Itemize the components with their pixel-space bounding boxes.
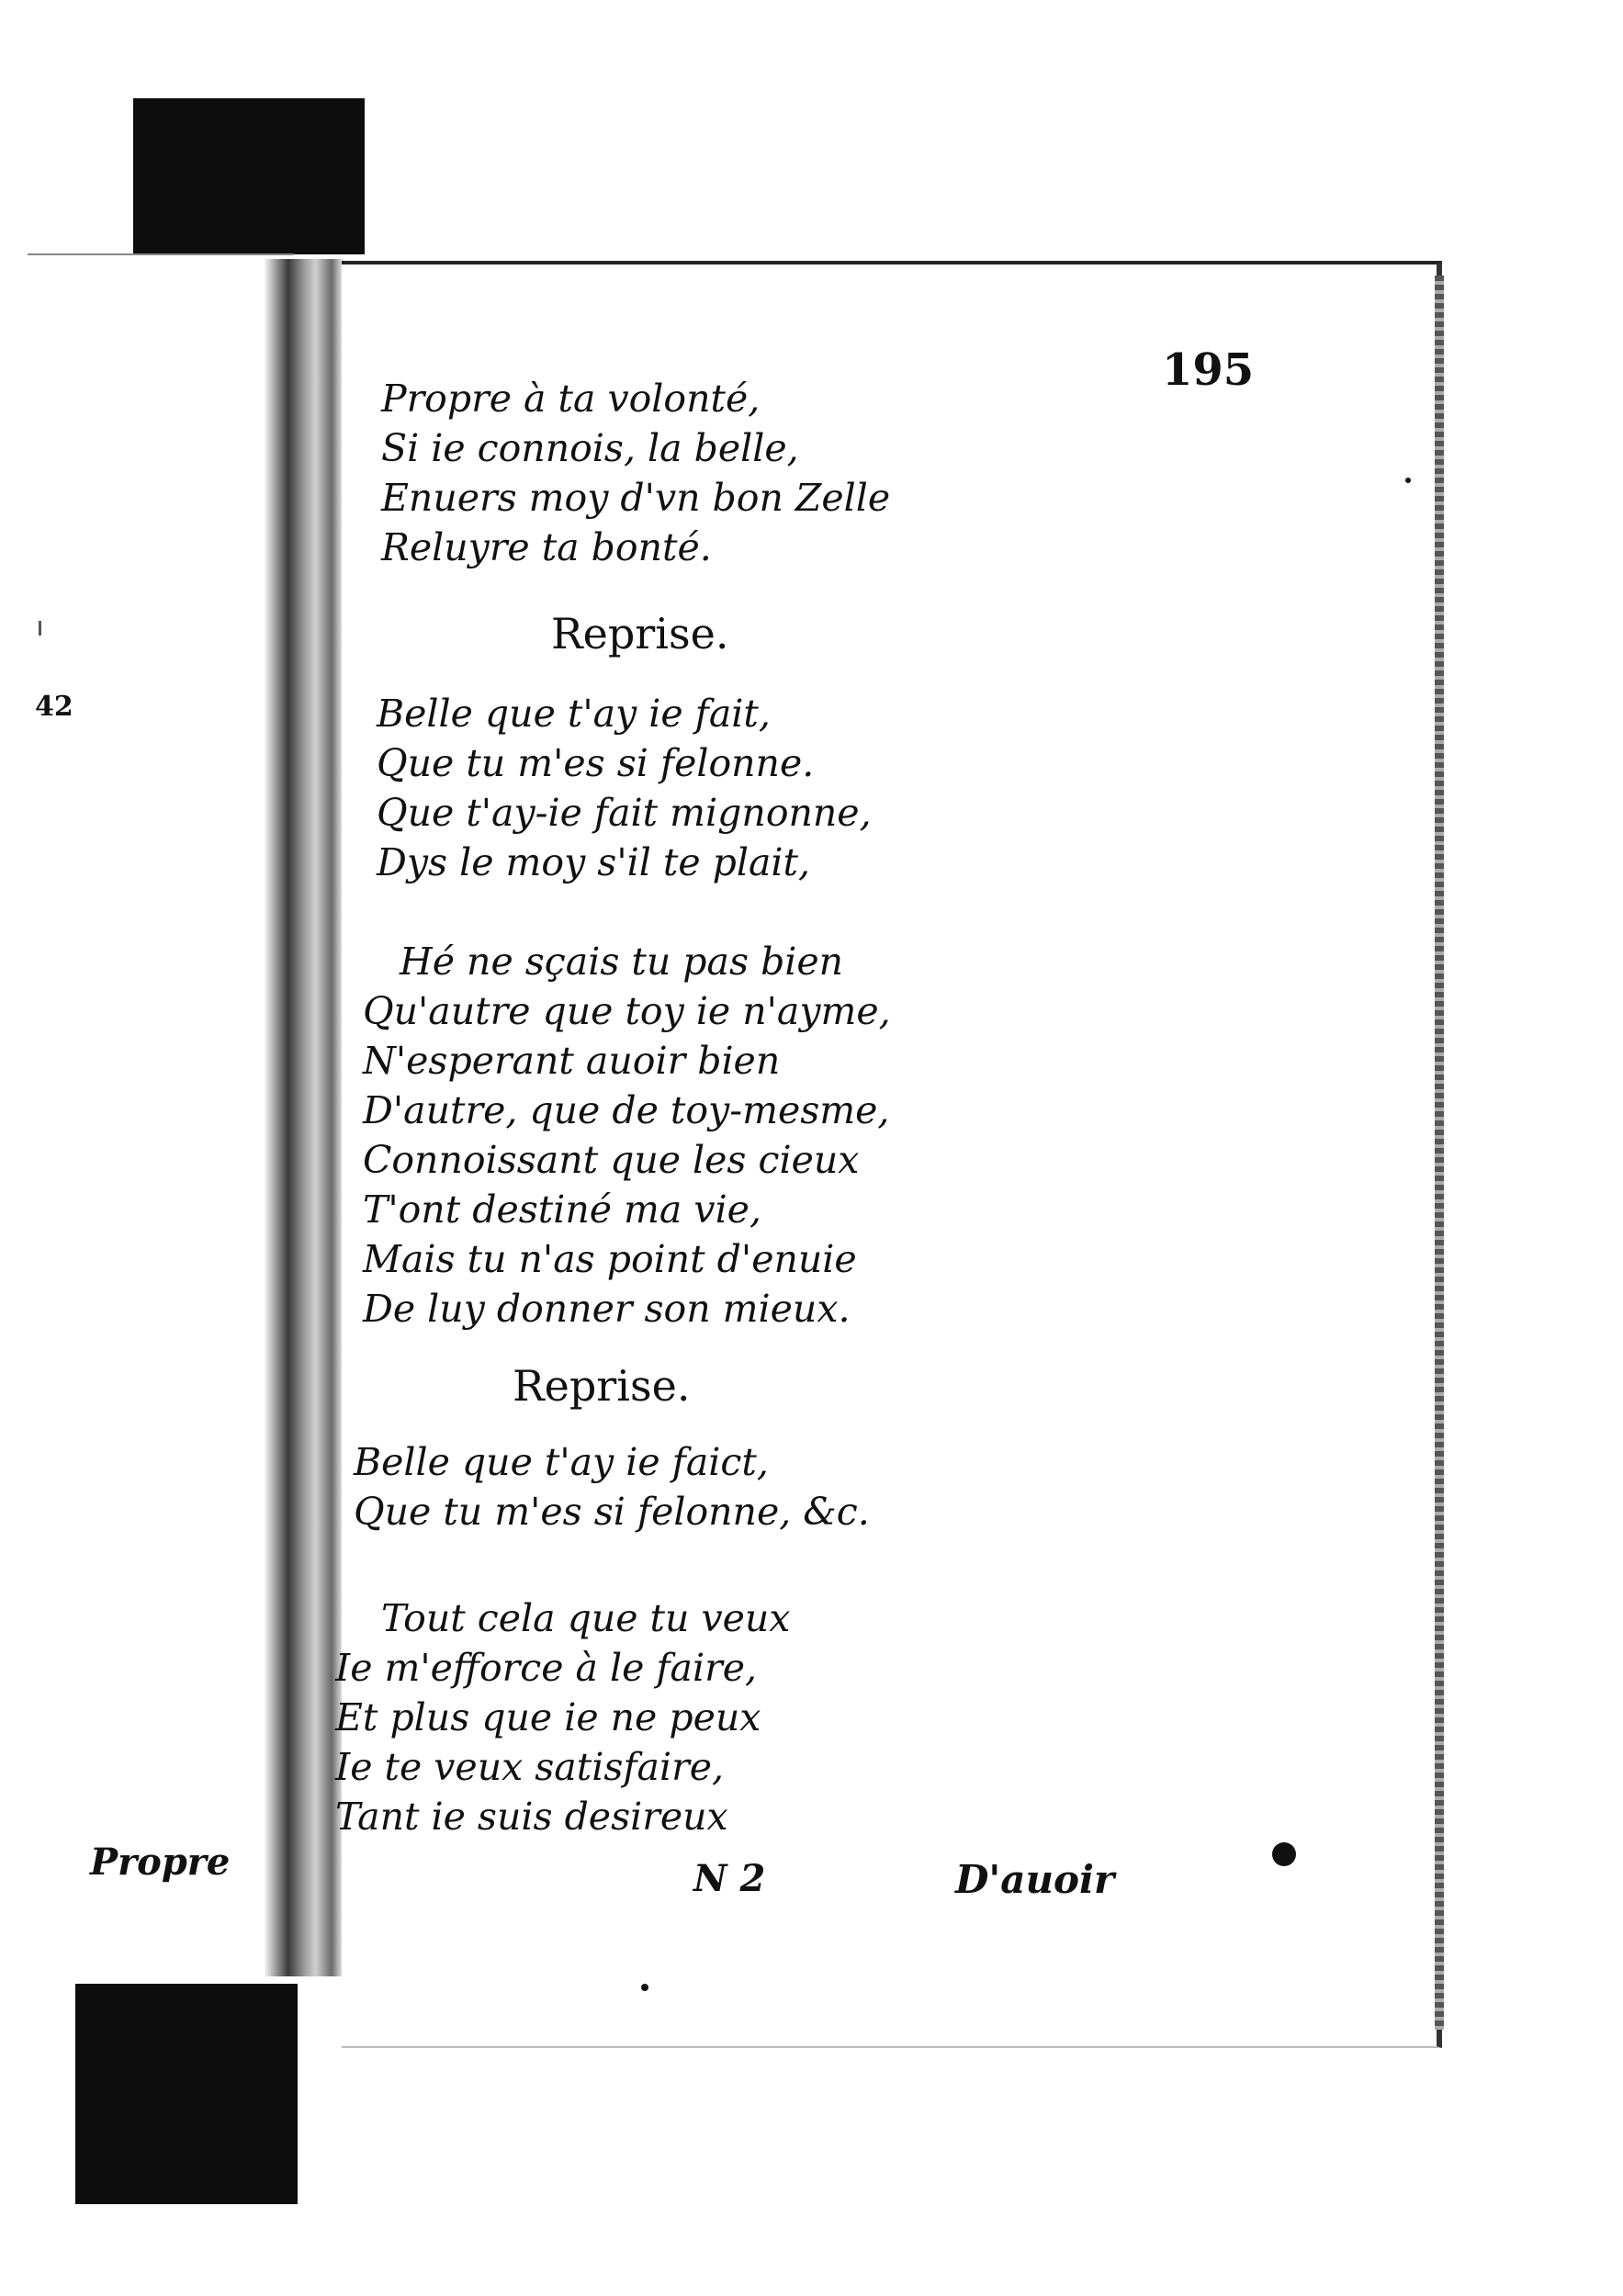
- verse-line: Si ie connois, la belle,: [381, 426, 799, 470]
- verse-line: Que tu m'es si felonne.: [377, 741, 815, 785]
- verse-line: Tant ie suis desireux: [335, 1795, 728, 1839]
- ink-blot: [1272, 1842, 1296, 1866]
- verse-line: Reluyre ta bonté.: [381, 525, 712, 569]
- verse-line: Belle que t'ay ie fait,: [377, 692, 771, 736]
- verse-line: Ie m'efforce à le faire,: [335, 1646, 758, 1690]
- verse-line: T'ont destiné ma vie,: [363, 1187, 761, 1232]
- verse-line: N'esperant auoir bien: [363, 1039, 781, 1083]
- ink-speck: [641, 1984, 648, 1991]
- verse-line: Tout cela que tu veux: [381, 1596, 791, 1640]
- page-number: 195: [1162, 344, 1255, 396]
- verse-line: De luy donner son mieux.: [363, 1287, 851, 1331]
- book-gutter: [265, 259, 344, 1976]
- reprise-heading: Reprise.: [551, 609, 729, 658]
- verse-line: Que tu m'es si felonne, &c.: [354, 1490, 870, 1534]
- verse-line: Qu'autre que toy ie n'ayme,: [363, 989, 891, 1033]
- facing-page-tick: [39, 621, 41, 636]
- verse-line: D'autre, que de toy-mesme,: [363, 1088, 890, 1132]
- stanza-5: [335, 1593, 790, 1841]
- facing-page: [28, 253, 294, 1982]
- ink-speck: [1405, 478, 1411, 483]
- verse-line: Hé ne sçais tu pas bien: [400, 940, 844, 984]
- verse-line: Que t'ay-ie fait mignonne,: [377, 791, 872, 835]
- catchword: D'auoir: [955, 1857, 1115, 1902]
- facing-page-catchword: Propre: [90, 1840, 231, 1884]
- facing-page-mark: 42: [35, 691, 73, 723]
- stanza-4: [354, 1437, 870, 1536]
- verse-line: Belle que t'ay ie faict,: [354, 1440, 769, 1484]
- page-edge: [1435, 276, 1444, 2030]
- verse-line: Mais tu n'as point d'enuie: [363, 1237, 857, 1281]
- reprise-heading: Reprise.: [513, 1361, 691, 1411]
- scan-black-bar-bottom: [75, 1984, 298, 2204]
- signature-mark: N 2: [693, 1857, 766, 1900]
- verse-line: Enuers moy d'vn bon Zelle: [381, 476, 891, 520]
- verse-line: Propre à ta volonté,: [381, 377, 761, 421]
- verse-line: Et plus que ie ne peux: [335, 1695, 761, 1739]
- verse-line: Ie te veux satisfaire,: [335, 1745, 724, 1789]
- scan-black-bar-top: [133, 98, 365, 254]
- verse-line: Connoissant que les cieux: [363, 1138, 860, 1182]
- stanza-2: [377, 689, 872, 887]
- stanza-3: [363, 937, 891, 1334]
- verse-line: Dys le moy s'il te plait,: [377, 840, 811, 884]
- stanza-1: [381, 374, 890, 572]
